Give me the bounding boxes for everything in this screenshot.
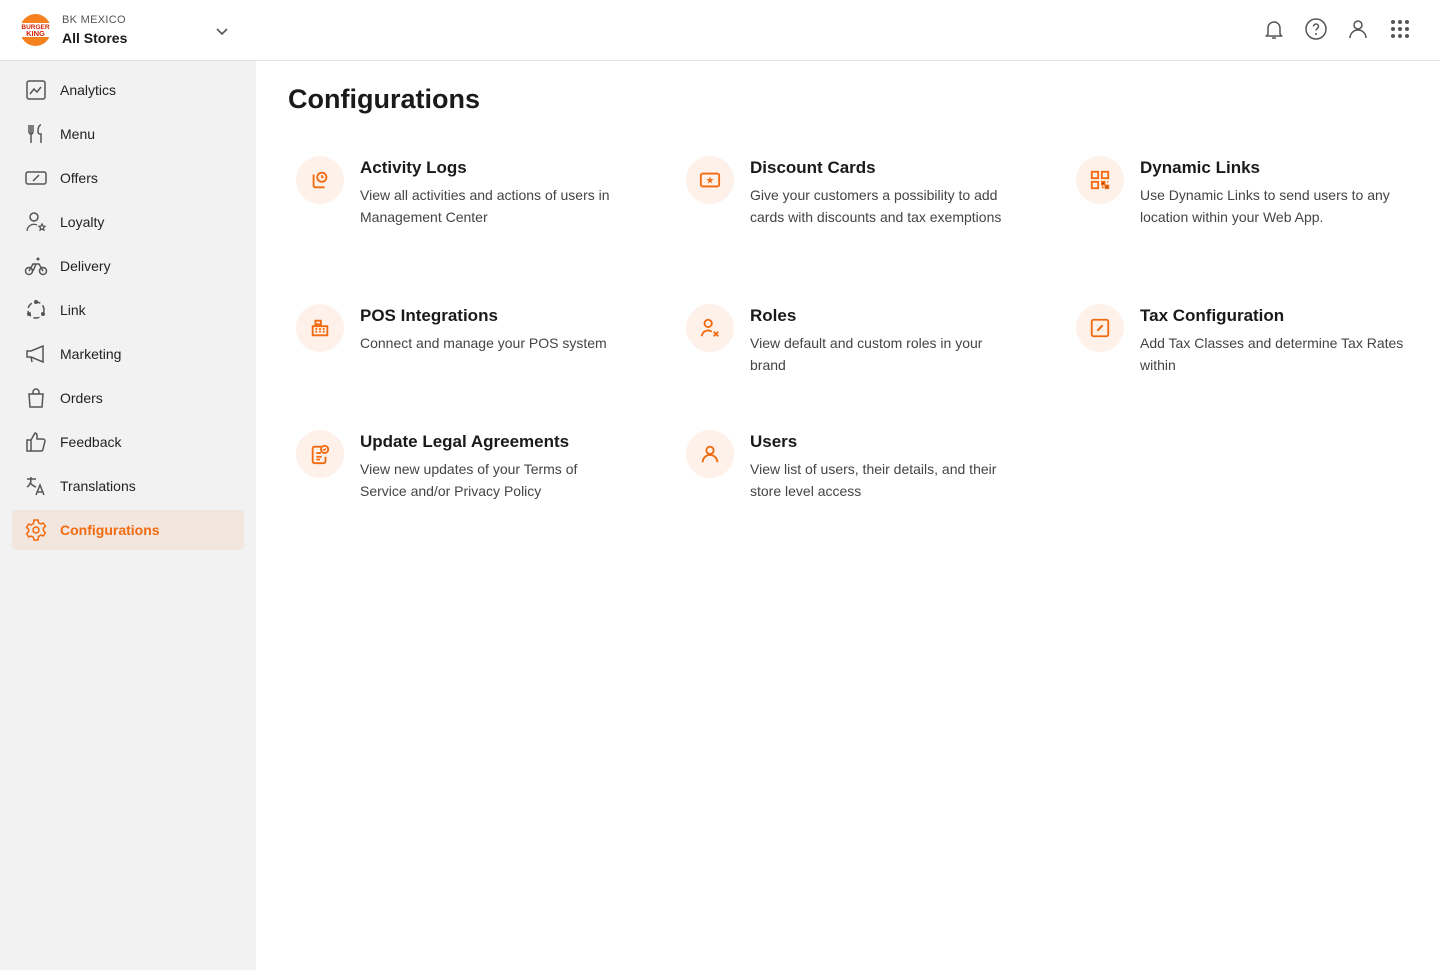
tax-percent-icon	[1089, 317, 1111, 339]
bicycle-icon	[24, 254, 48, 278]
fork-knife-icon	[24, 122, 48, 146]
translate-icon	[24, 474, 48, 498]
sidebar-item-label: Offers	[60, 170, 98, 186]
card-icon-circle	[1076, 156, 1124, 204]
sidebar-item-label: Loyalty	[60, 214, 105, 230]
burger-king-logo	[20, 14, 51, 46]
sidebar	[0, 61, 256, 970]
card-icon-circle	[686, 156, 734, 204]
activity-log-icon	[309, 169, 331, 191]
apps-grid-icon[interactable]	[1388, 17, 1412, 41]
sidebar-item-marketing[interactable]	[12, 334, 244, 374]
cash-register-icon	[309, 317, 331, 339]
card-icon-circle	[296, 156, 344, 204]
card-icon-circle	[296, 430, 344, 478]
card-description: View default and custom roles in your brand	[750, 335, 983, 373]
card-title[interactable]: Roles	[750, 306, 797, 325]
card-description: Give your customers a possibility to add cards with discounts and tax exemptions	[750, 187, 1002, 225]
card-title[interactable]: POS Integrations	[360, 306, 498, 325]
card-title[interactable]: Discount Cards	[750, 158, 876, 177]
discount-card-icon	[699, 169, 721, 191]
sidebar-item-loyalty[interactable]	[12, 202, 244, 242]
org-name: BK MEXICO	[62, 14, 126, 26]
sidebar-item-label: Orders	[60, 390, 103, 406]
analytics-icon	[24, 78, 48, 102]
sidebar-item-feedback[interactable]	[12, 422, 244, 462]
top-bar	[0, 0, 1440, 61]
card-title[interactable]: Update Legal Agreements	[360, 432, 570, 451]
sidebar-item-label: Configurations	[60, 522, 160, 538]
user-icon[interactable]	[1346, 17, 1370, 41]
card-description: View list of users, their details, and their store level access	[750, 461, 997, 499]
link-circle-icon	[24, 298, 48, 322]
card-description: Add Tax Classes and determine Tax Rates within	[1140, 335, 1404, 373]
card-description: View all activities and actions of users in Management Center	[360, 187, 610, 225]
ticket-icon	[24, 166, 48, 190]
card-title[interactable]: Users	[750, 432, 798, 451]
qr-code-icon	[1089, 169, 1111, 191]
card-title[interactable]: Dynamic Links	[1140, 158, 1260, 177]
sidebar-item-offers[interactable]	[12, 158, 244, 198]
user-icon	[699, 443, 721, 465]
card-description: Use Dynamic Links to send users to any location within your Web App.	[1140, 187, 1390, 225]
sidebar-item-label: Feedback	[60, 434, 122, 450]
sidebar-item-configurations[interactable]	[12, 510, 244, 550]
sidebar-item-delivery[interactable]	[12, 246, 244, 286]
chevron-down-icon[interactable]	[212, 21, 232, 41]
sidebar-item-label: Analytics	[60, 82, 117, 98]
sidebar-item-analytics[interactable]	[12, 70, 244, 110]
store-name: All Stores	[62, 30, 128, 46]
card-icon-circle	[1076, 304, 1124, 352]
svg-text:BURGER: BURGER	[21, 24, 50, 31]
help-icon[interactable]	[1304, 17, 1328, 41]
card-icon-circle	[686, 430, 734, 478]
card-description: Connect and manage your POS system	[360, 335, 607, 351]
gear-icon	[24, 518, 48, 542]
role-user-icon	[699, 317, 721, 339]
store-selector[interactable]	[62, 14, 127, 46]
legal-document-icon	[309, 443, 331, 465]
sidebar-item-label: Menu	[60, 126, 96, 142]
sidebar-item-label: Marketing	[60, 346, 122, 362]
megaphone-icon	[24, 342, 48, 366]
sidebar-item-translations[interactable]	[12, 466, 244, 506]
user-star-icon	[24, 210, 48, 234]
sidebar-item-link[interactable]	[12, 290, 244, 330]
svg-text:KING: KING	[26, 29, 45, 38]
sidebar-item-label: Translations	[60, 478, 136, 494]
sidebar-item-label: Link	[60, 302, 86, 318]
sidebar-item-menu[interactable]	[12, 114, 244, 154]
card-title[interactable]: Activity Logs	[360, 158, 467, 177]
card-icon-circle	[686, 304, 734, 352]
sidebar-item-label: Delivery	[60, 258, 111, 274]
page-title: Configurations	[288, 84, 480, 114]
card-description: View new updates of your Terms of Service and/or Privacy Policy	[360, 461, 578, 499]
bell-icon[interactable]	[1262, 17, 1286, 41]
card-title[interactable]: Tax Configuration	[1140, 306, 1285, 325]
card-icon-circle	[296, 304, 344, 352]
bag-icon	[24, 386, 48, 410]
sidebar-item-orders[interactable]	[12, 378, 244, 418]
thumbs-up-icon	[24, 430, 48, 454]
